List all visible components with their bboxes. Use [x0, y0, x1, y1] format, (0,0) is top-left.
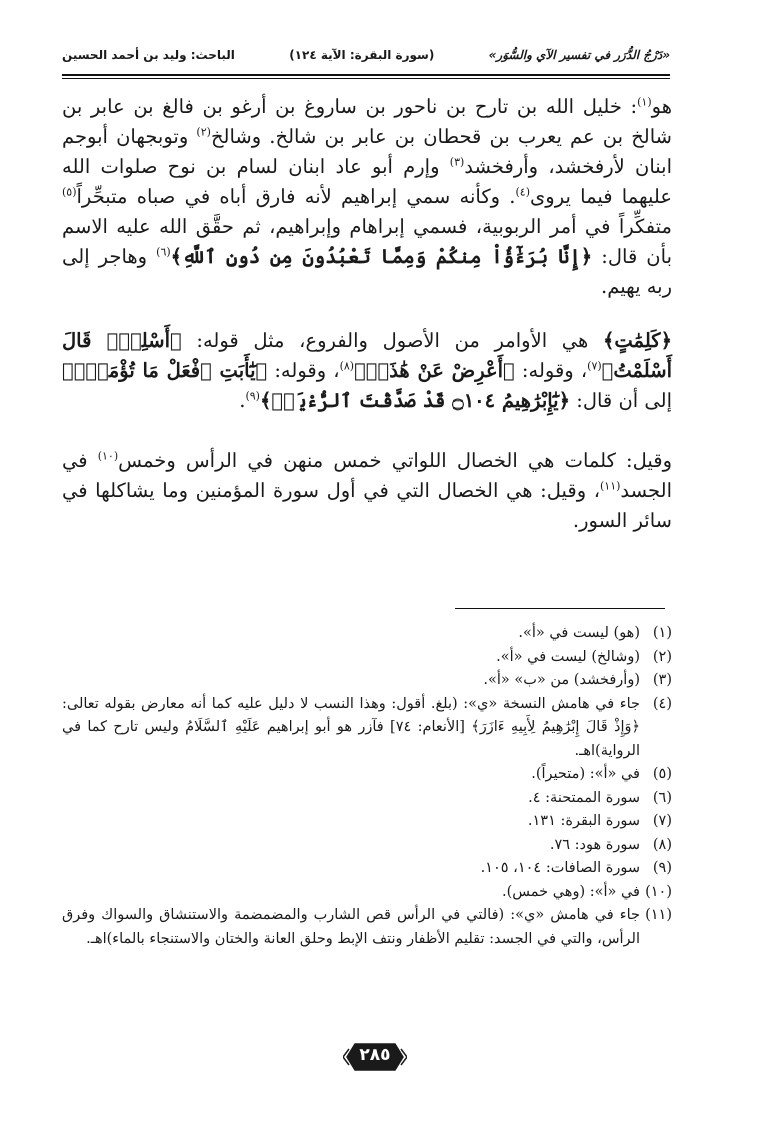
footnote-number: (٣) — [652, 672, 672, 688]
footnote-ref: (٩) — [245, 389, 260, 403]
footnote-ref: (٢) — [196, 125, 211, 139]
quran-quote: ﴿يَٰٓإِبْرَٰهِيمُ ۝١٠٤ قَدْ صَدَّقْتَ ٱلرُّءْيَآۚ﴾ — [259, 389, 571, 412]
researcher-name: الباحث: وليد بن أحمد الحسين — [62, 48, 235, 62]
quran-quote: ﴿كَلِمَٰتٍ﴾ — [602, 329, 672, 352]
text: . وكأنه سمي إبراهيم لأنه فارق أباه في صباه متبحِّراً — [76, 185, 516, 208]
header-rule — [62, 74, 670, 76]
main-text — [62, 92, 672, 536]
footnote-text: في «أ»: (وهي خمس). — [502, 883, 640, 900]
quran-quote: ﴿إِنَّا بُرَءَٰٓؤُاْ مِنكُمْ وَمِمَّا تَعْبُدُونَ مِن دُونِ ٱللَّهِ﴾ — [170, 245, 593, 268]
running-header — [62, 40, 670, 70]
footnote-text: سورة هود: ٧٦. — [549, 836, 640, 853]
text: هي الأوامر من الأصول والفروع، مثل قوله: — [181, 329, 603, 352]
text: وتوبجهان أبوجم ابنان لأرفخشد، وأرفخشد — [62, 125, 672, 178]
footnote-separator — [455, 608, 665, 609]
footnote-ref: (٣) — [449, 155, 465, 169]
text: في الجسد — [62, 449, 672, 502]
footnote — [62, 857, 672, 881]
header-rule-thin — [62, 78, 670, 79]
footnote-number: (٥) — [652, 766, 672, 782]
footnote — [62, 669, 672, 693]
footnote-number: (٢) — [652, 648, 672, 665]
footnote — [62, 622, 672, 646]
footnote-ref: (٥) — [62, 185, 77, 199]
footnote-text: سورة الصافات: ١٠٤، ١٠٥. — [480, 860, 640, 876]
footnote — [62, 881, 672, 905]
footnote-ref: (١٠) — [97, 449, 119, 463]
footnote-ref: (١) — [637, 95, 652, 109]
footnote-number: (١٠) — [645, 883, 672, 900]
book-title: «دَرْجُ الدُّرَر في تفسير الآي والسُّوَر» — [488, 48, 670, 62]
chapter-reference: (سورة البقرة: الآية ١٢٤) — [289, 48, 435, 62]
text: ، وقيل: هي الخصال التي في أول سورة المؤمنين وما يشاكلها في سائر السور. — [62, 479, 672, 532]
footnote-text: في «أ»: (متحيراً). — [531, 766, 640, 782]
footnote-text: سورة الممتحنة: ٤. — [528, 789, 640, 806]
footnote-number: (٩) — [652, 860, 672, 876]
footnote — [62, 834, 672, 858]
paragraph-kalimat — [62, 326, 672, 416]
footnote-text: جاء في هامش النسخة «ي»: (بلغ. أقول: وهذا النسب لا دليل عليه كما أنه معارض بقوله تعالى: ﴿وَإِذْ قَالَ إِبْرَٰهِيمُ لِأَبِيهِ ءَازَرَ﴾ [الأنعام: ٧٤] فآزر هو أبو إبراهيم عَلَيْهِ ٱلسَّلَامُ وليس تارح كما في الرواية)اهـ. — [62, 695, 640, 759]
footnote-number: (١١) — [645, 907, 672, 923]
footnote-number: (٨) — [652, 836, 672, 853]
footnote-ref: (٨) — [339, 359, 355, 373]
text: ، وقوله: — [267, 359, 340, 382]
footnote-ref: (٦) — [156, 245, 171, 259]
footnote — [62, 787, 672, 811]
footnote-ref: (٤) — [515, 185, 531, 199]
footnote-text: (هو) ليست في «أ». — [518, 625, 640, 641]
footnote-text: جاء في هامش «ي»: (فالتي في الرأس قص الشارب والمضمضمة والاستنشاق والسواك وفرق الرأس، والتي في الجسد: تقليم الأظفار ونتف الإبط وحلق العانة والختان والاستنجاء بالماء)اهـ. — [62, 907, 640, 947]
text: إلى أن قال: — [570, 389, 672, 412]
text: هو — [651, 95, 672, 118]
footnote — [62, 904, 672, 951]
quran-quote: ﴿أَسْلِمْۖ قَالَ أَسْلَمْتُ﴾ — [62, 329, 672, 382]
quran-quote: ﴿أَعْرِضْ عَنْ هَٰذَآۚ﴾ — [354, 359, 515, 382]
footnote — [62, 810, 672, 834]
footnote-number: (١) — [652, 625, 672, 641]
footnote — [62, 763, 672, 787]
text: وإرم أبو عاد ابنان لسام بن نوح صلوات الله عليهما فيما يروى — [62, 155, 672, 208]
footnote-number: (٦) — [652, 789, 672, 806]
footnotes — [62, 622, 672, 951]
footnote-text: (وشالخ) ليست في «أ». — [496, 648, 640, 665]
footnote-number: (٧) — [652, 813, 672, 829]
footnote-ref: (١١) — [600, 479, 621, 493]
footnote — [62, 693, 672, 764]
footnote-ref: (٧) — [587, 359, 602, 373]
footnote-text: سورة البقرة: ١٣١. — [527, 813, 640, 829]
text: وقيل: كلمات هي الخصال اللواتي خمس منهن في الرأس وخمس — [118, 449, 672, 472]
text: : خليل الله بن تارح بن ناحور بن ساروغ بن أرغو بن فالغ بن عابر بن شالخ بن عم يعرب بن قحطان بن عابر بن شالخ. وشالخ — [62, 95, 672, 148]
text: ، وقوله: — [514, 359, 588, 382]
footnote-number: (٤) — [652, 695, 672, 712]
footnote-text: (وأرفخشد) من «ب» «أ». — [483, 672, 640, 688]
text: متفكِّراً في أمر الربوبية، فسمي إبراهام وإبراهيم، ثم حقَّق الله عليه الاسم بأن قال: — [62, 215, 672, 268]
paragraph-ibrahim-lineage — [62, 92, 672, 302]
quran-quote: ﴿يَٰٓأَبَتِ ٱفْعَلْ مَا تُؤْمَرُۖ﴾ — [62, 359, 268, 382]
paragraph-khisal — [62, 446, 672, 536]
text: وهاجر إلى ربه يهيم. — [62, 245, 672, 298]
footnote — [62, 646, 672, 670]
page-number: ٢٨٥ — [359, 1045, 391, 1065]
text: . — [239, 389, 246, 412]
